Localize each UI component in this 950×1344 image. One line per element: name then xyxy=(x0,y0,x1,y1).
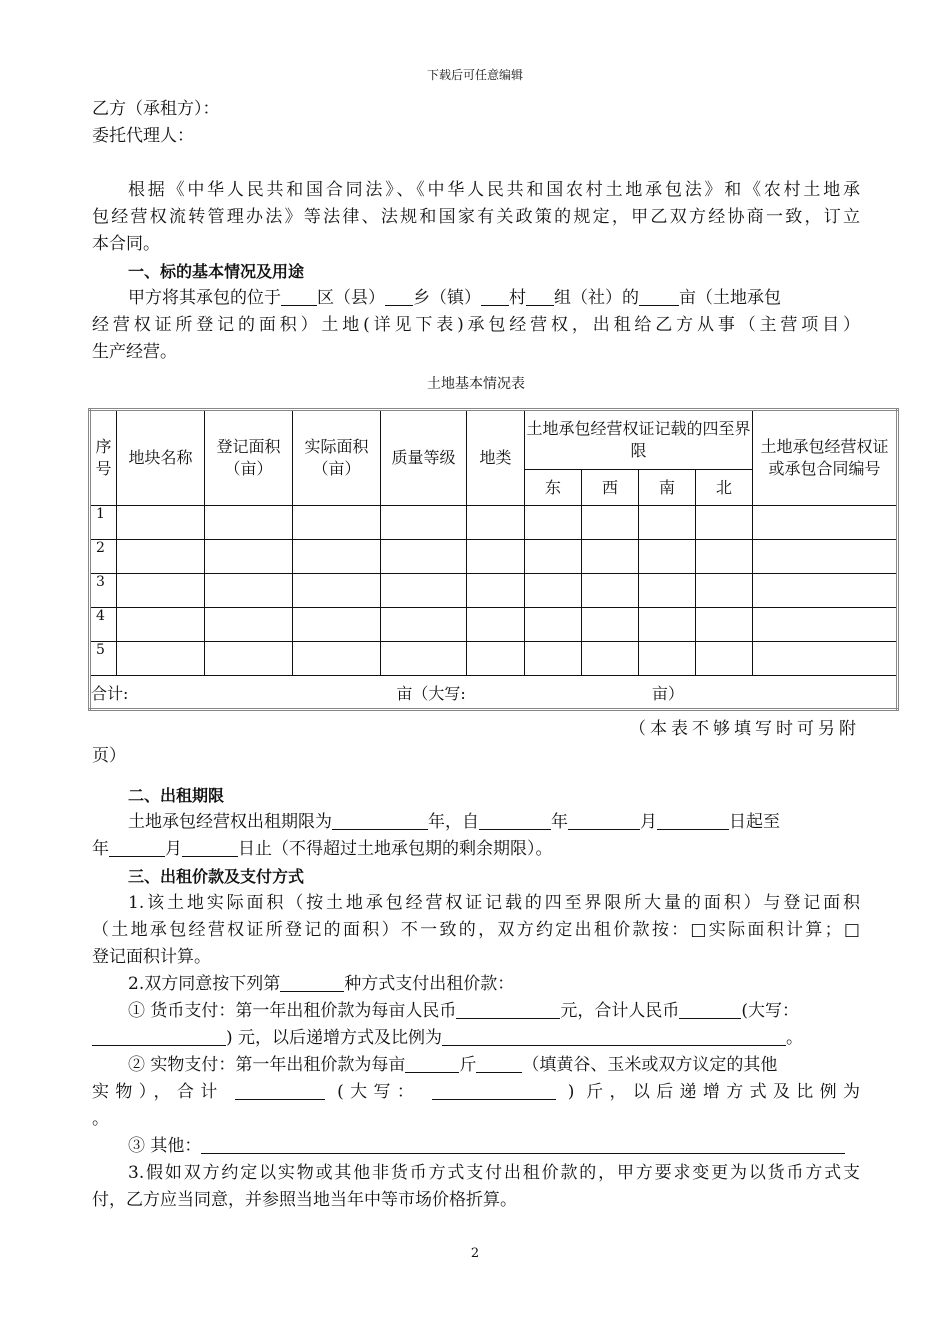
section-3-m2-line-2 xyxy=(92,1079,860,1106)
section-2-line-1 xyxy=(92,809,860,836)
cell[interactable] xyxy=(467,574,525,608)
cell[interactable] xyxy=(117,574,205,608)
cell[interactable] xyxy=(293,540,381,574)
section-3-m1-line-2 xyxy=(92,1025,860,1052)
end-year-blank[interactable] xyxy=(109,838,165,857)
group-blank[interactable] xyxy=(526,287,554,306)
cell[interactable] xyxy=(205,540,293,574)
section-3-p3-line-1: 3.假如双方约定以实物或其他非货币方式支付出租价款的，甲方要求变更为以货币方式支 xyxy=(128,1163,860,1183)
jin-per-mu-blank[interactable] xyxy=(405,1054,459,1073)
spacer xyxy=(92,770,860,782)
section-1-title: 一、标的基本情况及用途 xyxy=(128,262,305,281)
district-blank[interactable] xyxy=(281,287,317,306)
text: 土地承包经营权出租期限为 xyxy=(128,812,332,832)
start-day-blank[interactable] xyxy=(657,811,729,830)
intro-line-1: 根据《中华人民共和国合同法》、《中华人民共和国农村土地承包法》和《农村土地承 xyxy=(128,180,860,200)
table-note: （本表不够填写时可另附 xyxy=(629,719,860,739)
row-index: 1 xyxy=(90,506,117,540)
intro-line-2: 包经营权流转管理办法》等法律、法规和国家有关政策的规定，甲乙双方经协商一致，订立 xyxy=(92,207,860,227)
text: ) 斤，以后递增方式及比例为 xyxy=(567,1082,861,1102)
cell[interactable] xyxy=(582,608,639,642)
table-row xyxy=(90,608,898,642)
text: 组（社）的 xyxy=(554,288,639,308)
section-3-m2-line-1 xyxy=(92,1052,860,1079)
crop-type-blank[interactable] xyxy=(476,1054,522,1073)
township-blank[interactable] xyxy=(385,287,413,306)
start-year-blank[interactable] xyxy=(479,811,551,830)
cell[interactable] xyxy=(117,608,205,642)
cell[interactable] xyxy=(525,608,582,642)
total-mu-label: 亩（大写: xyxy=(396,683,466,703)
total-end-label: 亩） xyxy=(651,683,684,703)
cell[interactable] xyxy=(467,506,525,540)
cell[interactable] xyxy=(117,642,205,676)
text: 年，自 xyxy=(428,812,479,832)
cell[interactable] xyxy=(205,642,293,676)
cell[interactable] xyxy=(381,574,467,608)
cell[interactable] xyxy=(639,642,696,676)
text: 日止（不得超过土地承包期的剩余期限）。 xyxy=(238,839,553,859)
col-actual-area-header: 实际面积（亩） xyxy=(293,410,381,506)
text: (大写： xyxy=(741,1001,800,1021)
col-land-type-header: 地类 xyxy=(467,410,525,506)
term-years-blank[interactable] xyxy=(332,811,428,830)
section-3-m1-line-1 xyxy=(92,998,860,1025)
total-cell xyxy=(90,676,898,710)
text: 斤 xyxy=(459,1055,477,1075)
payment-method-blank[interactable] xyxy=(280,973,344,992)
cell[interactable] xyxy=(639,506,696,540)
contract-body-continued xyxy=(92,716,860,1214)
text: 年 xyxy=(92,839,109,859)
cell[interactable] xyxy=(381,540,467,574)
section-3-title: 三、出租价款及支付方式 xyxy=(128,867,305,886)
section-3-p1-line-1: 1.该土地实际面积（按土地承包经营权证记载的四至界限所大量的面积）与登记面积 xyxy=(128,893,860,913)
cell[interactable] xyxy=(639,608,696,642)
cell[interactable] xyxy=(753,506,898,540)
cell[interactable] xyxy=(293,608,381,642)
text: ② 实物支付：第一年出租价款为每亩 xyxy=(128,1055,406,1075)
text: 元，合计人民币 xyxy=(560,1001,680,1021)
text: （填黄谷、玉米或双方议定的其他 xyxy=(522,1055,778,1075)
text: 村 xyxy=(509,288,526,308)
total-label: 合计: xyxy=(91,683,129,703)
text: 月 xyxy=(640,812,657,832)
cell[interactable] xyxy=(696,642,753,676)
section-3-m2-line-3: 。 xyxy=(92,1109,109,1129)
village-blank[interactable] xyxy=(481,287,509,306)
cell[interactable] xyxy=(639,540,696,574)
page-number: 2 xyxy=(470,1246,480,1261)
cell[interactable] xyxy=(117,506,205,540)
row-index: 5 xyxy=(90,642,117,676)
col-name-header: 地块名称 xyxy=(117,410,205,506)
cell[interactable] xyxy=(753,642,898,676)
mu-blank[interactable] xyxy=(639,287,679,306)
cell[interactable] xyxy=(293,642,381,676)
section-3-m3 xyxy=(92,1133,860,1160)
cell[interactable] xyxy=(525,506,582,540)
section-1-line-2: 经营权证所登记的面积）土地(详见下表)承包经营权，出租给乙方从事（主营项目） xyxy=(92,315,860,335)
text: ) 元，以后递增方式及比例为 xyxy=(226,1028,443,1048)
total-rmb-blank[interactable] xyxy=(679,1000,741,1019)
cell[interactable] xyxy=(696,540,753,574)
col-cert-header: 土地承包经营权证或承包合同编号 xyxy=(753,410,898,506)
text: 乡（镇） xyxy=(413,288,481,308)
row-index: 4 xyxy=(90,608,117,642)
cell[interactable] xyxy=(696,574,753,608)
row-index: 3 xyxy=(90,574,117,608)
cell[interactable] xyxy=(525,642,582,676)
cell[interactable] xyxy=(696,608,753,642)
other-method-blank[interactable] xyxy=(201,1135,845,1154)
cell[interactable] xyxy=(467,642,525,676)
end-month-blank[interactable] xyxy=(182,838,238,857)
text: 实物），合计 xyxy=(92,1082,224,1102)
cell[interactable] xyxy=(639,574,696,608)
cell[interactable] xyxy=(696,506,753,540)
text: ① 货币支付：第一年出租价款为每亩人民币 xyxy=(128,1001,457,1021)
contract-body xyxy=(92,96,860,398)
cell[interactable] xyxy=(582,574,639,608)
cell[interactable] xyxy=(467,540,525,574)
header-note: 下载后可任意编辑 xyxy=(426,68,523,82)
cell[interactable] xyxy=(582,540,639,574)
cell[interactable] xyxy=(293,506,381,540)
text: 。 xyxy=(786,1028,804,1048)
land-info-table xyxy=(88,408,899,711)
col-quality-header: 质量等级 xyxy=(381,410,467,506)
table-note-end: 页） xyxy=(92,746,126,766)
section-3-p3-line-2: 付，乙方应当同意，并参照当地当年中等市场价格折算。 xyxy=(92,1190,517,1210)
col-south-header: 南 xyxy=(639,470,696,506)
party-b-label: 乙方（承租方）： xyxy=(92,99,220,119)
section-1-line-3: 生产经营。 xyxy=(92,342,177,362)
intro-line-3: 本合同。 xyxy=(92,234,160,254)
cell[interactable] xyxy=(381,642,467,676)
table-row xyxy=(90,574,898,608)
text: ③ 其他： xyxy=(128,1136,202,1156)
section-1-line-1 xyxy=(92,285,860,312)
section-3-p1-line-2: （土地承包经营权证所登记的面积）不一致的，双方约定出租价款按：□实际面积计算；□ xyxy=(92,920,860,940)
text: 区（县） xyxy=(317,288,385,308)
text: 2.双方同意按下列第 xyxy=(128,974,281,994)
cell[interactable] xyxy=(381,608,467,642)
table-row xyxy=(90,506,898,540)
price-per-mu-blank[interactable] xyxy=(456,1000,560,1019)
cell[interactable] xyxy=(381,506,467,540)
cell[interactable] xyxy=(117,540,205,574)
col-north-header: 北 xyxy=(696,470,753,506)
cell[interactable] xyxy=(525,574,582,608)
text: (大写： xyxy=(337,1082,421,1102)
agent-label: 委托代理人： xyxy=(92,126,194,146)
section-3-p2 xyxy=(92,971,860,998)
section-2-line-2 xyxy=(92,836,860,863)
cell[interactable] xyxy=(753,608,898,642)
text: 甲方将其承包的位于 xyxy=(128,288,281,308)
col-seq-header: 序号 xyxy=(90,410,117,506)
total-jin-words-blank[interactable] xyxy=(432,1081,556,1100)
text: 年 xyxy=(551,812,568,832)
text: 日起至 xyxy=(729,812,780,832)
table-caption: 土地基本情况表 xyxy=(427,376,525,392)
text: 种方式支付出租价款： xyxy=(344,974,515,994)
cell[interactable] xyxy=(753,574,898,608)
total-rmb-words-blank[interactable] xyxy=(92,1027,226,1046)
text: 亩（土地承包 xyxy=(679,288,781,308)
cell[interactable] xyxy=(525,540,582,574)
row-index: 2 xyxy=(90,540,117,574)
cell[interactable] xyxy=(205,574,293,608)
col-boundary-header: 土地承包经营权证记载的四至界限 xyxy=(525,410,753,470)
cell[interactable] xyxy=(582,506,639,540)
section-2-title: 二、出租期限 xyxy=(128,786,225,805)
spacer xyxy=(92,150,860,177)
table-row xyxy=(90,540,898,574)
cell[interactable] xyxy=(467,608,525,642)
section-3-p1-line-3: 登记面积计算。 xyxy=(92,947,211,967)
increase-ratio-blank[interactable] xyxy=(442,1027,786,1046)
table-row xyxy=(90,642,898,676)
cell[interactable] xyxy=(205,608,293,642)
total-row xyxy=(90,676,898,710)
cell[interactable] xyxy=(293,574,381,608)
cell[interactable] xyxy=(753,540,898,574)
total-jin-blank[interactable] xyxy=(235,1081,325,1100)
text: 月 xyxy=(165,839,182,859)
start-month-blank[interactable] xyxy=(568,811,640,830)
col-east-header: 东 xyxy=(525,470,582,506)
cell[interactable] xyxy=(205,506,293,540)
col-registered-area-header: 登记面积（亩） xyxy=(205,410,293,506)
cell[interactable] xyxy=(582,642,639,676)
col-west-header: 西 xyxy=(582,470,639,506)
